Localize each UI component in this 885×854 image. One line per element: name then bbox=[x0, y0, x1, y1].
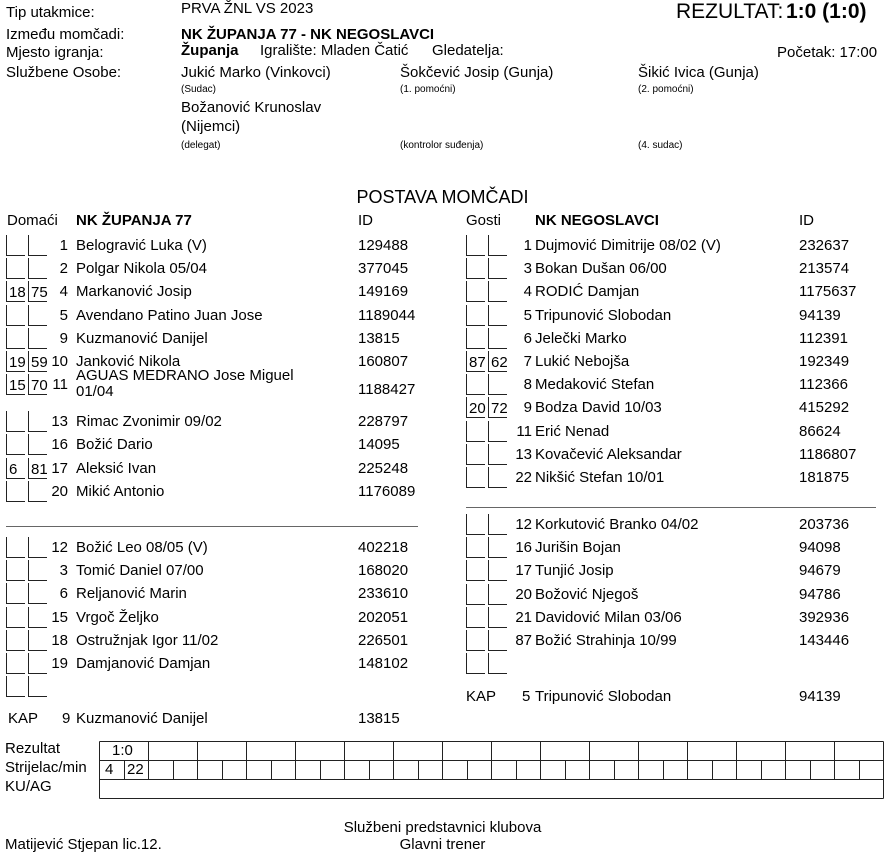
away-captain-num: 5 bbox=[522, 688, 531, 705]
player-name: Dujmović Dimitrije 08/02 (V) bbox=[535, 237, 721, 254]
scorer-row-label: Strijelac/min bbox=[5, 759, 87, 776]
player-name: AGUAS MEDRANO Jose Miguel 01/04 bbox=[76, 367, 294, 401]
minute-box-in bbox=[466, 444, 485, 465]
player-name: Medaković Stefan bbox=[535, 376, 655, 394]
minute-box-out bbox=[488, 374, 507, 395]
player-row bbox=[466, 421, 885, 443]
home-id-header: ID bbox=[358, 212, 373, 229]
player-id: 226501 bbox=[358, 631, 409, 649]
shirt-number: 17 bbox=[51, 459, 68, 477]
shirt-number: 12 bbox=[515, 516, 532, 533]
player-row bbox=[466, 560, 885, 582]
shirt-number: 3 bbox=[59, 562, 68, 580]
player-name: Tomić Daniel 07/00 bbox=[76, 562, 204, 580]
minute-box-out bbox=[488, 467, 507, 488]
player-row bbox=[6, 583, 426, 605]
player-id: 203736 bbox=[799, 516, 850, 533]
minute-box-out: 81 bbox=[28, 458, 47, 479]
minute-box-in bbox=[466, 560, 485, 581]
minute-box-out bbox=[488, 421, 507, 442]
start-time: Početak: 17:00 bbox=[777, 44, 878, 61]
player-row bbox=[6, 481, 426, 503]
shirt-number: 5 bbox=[523, 306, 532, 324]
shirt-number: 22 bbox=[515, 469, 532, 486]
label-match-type: Tip utakmice: bbox=[6, 4, 95, 21]
player-id: 168020 bbox=[358, 562, 409, 580]
player-name: Božić Leo 08/05 (V) bbox=[76, 539, 208, 556]
shirt-number: 18 bbox=[51, 631, 68, 649]
player-id: 1175637 bbox=[799, 283, 857, 301]
player-id: 1188427 bbox=[358, 381, 416, 399]
minute-box-in bbox=[6, 583, 25, 604]
away-captain-name: Tripunović Slobodan bbox=[535, 688, 672, 705]
minute-box-in: 19 bbox=[6, 351, 25, 372]
player-name: RODIĆ Damjan bbox=[535, 283, 640, 301]
player-row bbox=[6, 367, 426, 412]
minute-box-out bbox=[488, 258, 507, 279]
minute-box-in bbox=[6, 328, 25, 349]
venue-name: Županja bbox=[181, 42, 239, 59]
player-name: Korkutović Branko 04/02 bbox=[535, 516, 699, 533]
spectators-label: Gledatelja: bbox=[432, 42, 504, 59]
player-row bbox=[466, 607, 885, 629]
official-assistant1-role: (1. pomoćni) bbox=[400, 84, 456, 95]
player-name: Božić Strahinja 10/99 bbox=[535, 632, 677, 649]
player-id: 94679 bbox=[799, 562, 841, 580]
player-row bbox=[466, 537, 885, 559]
player-row bbox=[466, 328, 885, 350]
player-name: Polgar Nikola 05/04 bbox=[76, 260, 207, 278]
minute-box-out: 72 bbox=[488, 397, 507, 418]
result-value: 1:0 (1:0) bbox=[786, 0, 867, 23]
minute-box-out bbox=[488, 560, 507, 581]
minute-box-in bbox=[6, 411, 25, 432]
minute-box-in bbox=[466, 630, 485, 651]
player-id: 160807 bbox=[358, 353, 409, 370]
pitch-name: Igralište: Mladen Čatić bbox=[260, 42, 409, 59]
player-row bbox=[6, 458, 426, 480]
home-captain-name: Kuzmanović Danijel bbox=[76, 710, 208, 727]
minute-box-out bbox=[488, 607, 507, 628]
player-name: Avendano Patino Juan Jose bbox=[76, 306, 263, 324]
player-id: 181875 bbox=[799, 469, 850, 486]
player-name: Belogravić Luka (V) bbox=[76, 237, 207, 254]
home-captain-id: 13815 bbox=[358, 710, 400, 727]
minute-box-in: 18 bbox=[6, 281, 25, 302]
minute-box-in bbox=[466, 305, 485, 326]
label-officials: Službene Osobe: bbox=[6, 64, 122, 81]
shirt-number: 13 bbox=[51, 413, 68, 431]
player-name: Janković Nikola bbox=[76, 353, 181, 370]
footer-role: Glavni trener bbox=[399, 836, 486, 853]
minute-box-out bbox=[488, 328, 507, 349]
home-side-label: Domaći bbox=[7, 212, 58, 229]
minute-box-out bbox=[28, 676, 47, 697]
player-id: 202051 bbox=[358, 608, 409, 626]
player-id: 213574 bbox=[799, 260, 850, 278]
shirt-number: 6 bbox=[523, 329, 532, 347]
player-row bbox=[466, 584, 885, 606]
away-captain-id: 94139 bbox=[799, 688, 841, 705]
player-name: Lukić Nebojša bbox=[535, 353, 630, 370]
shirt-number: 6 bbox=[59, 585, 68, 603]
player-id: 143446 bbox=[799, 632, 850, 649]
player-name: Kuzmanović Danijel bbox=[76, 329, 208, 347]
minute-box-out: 75 bbox=[28, 281, 47, 302]
match-teams: NK ŽUPANJA 77 - NK NEGOSLAVCI bbox=[181, 26, 435, 43]
player-row bbox=[466, 467, 885, 489]
minute-box-out bbox=[488, 653, 507, 674]
minute-box-in bbox=[466, 537, 485, 558]
player-row bbox=[466, 351, 885, 373]
minute-box-out bbox=[488, 235, 507, 256]
score-grid-lines bbox=[99, 741, 884, 799]
score-row-label: Rezultat bbox=[5, 740, 61, 757]
minute-box-out bbox=[488, 305, 507, 326]
player-id: 232637 bbox=[799, 237, 850, 254]
shirt-number: 4 bbox=[523, 283, 532, 301]
player-name: Nikšić Stefan 10/01 bbox=[535, 469, 665, 486]
minute-box-in bbox=[466, 607, 485, 628]
shirt-number: 11 bbox=[516, 422, 532, 440]
player-id: 14095 bbox=[358, 436, 400, 454]
minute-box-out: 62 bbox=[488, 351, 507, 372]
shirt-number: 11 bbox=[52, 376, 68, 394]
shirt-number: 87 bbox=[515, 632, 532, 649]
shirt-number: 15 bbox=[51, 608, 68, 626]
player-name: Tripunović Slobodan bbox=[535, 306, 672, 324]
home-divider bbox=[6, 526, 418, 527]
player-row bbox=[6, 537, 426, 559]
home-team-name: NK ŽUPANJA 77 bbox=[76, 212, 192, 229]
shirt-number: 2 bbox=[59, 260, 68, 278]
player-name: Aleksić Ivan bbox=[76, 459, 157, 477]
away-side-label: Gosti bbox=[466, 212, 502, 229]
minute-box-out bbox=[488, 630, 507, 651]
score-value: 1:0 bbox=[112, 742, 133, 759]
shirt-number: 20 bbox=[51, 482, 68, 500]
player-id: 148102 bbox=[358, 655, 409, 672]
minute-box-in bbox=[466, 467, 485, 488]
player-id: 228797 bbox=[358, 413, 409, 431]
shirt-number: 3 bbox=[523, 260, 532, 278]
player-row bbox=[466, 281, 885, 303]
player-id: 86624 bbox=[799, 422, 841, 440]
minute-box-in bbox=[466, 584, 485, 605]
shirt-number: 1 bbox=[59, 237, 68, 254]
minute-box-in bbox=[466, 653, 485, 674]
shirt-number: 19 bbox=[51, 655, 68, 672]
player-id: 377045 bbox=[358, 260, 409, 278]
player-id: 94139 bbox=[799, 306, 841, 324]
minute-box-in bbox=[466, 374, 485, 395]
minute-box-out bbox=[488, 281, 507, 302]
kuag-row-label: KU/AG bbox=[5, 778, 52, 795]
player-row bbox=[466, 444, 885, 466]
player-id: 112391 bbox=[799, 329, 848, 347]
player-id: 233610 bbox=[358, 585, 409, 603]
minute-box-in bbox=[6, 434, 25, 455]
shirt-number: 16 bbox=[515, 539, 532, 557]
minute-box-in bbox=[6, 676, 25, 697]
player-name: Erić Nenad bbox=[535, 422, 610, 440]
minute-box-in bbox=[466, 258, 485, 279]
player-row bbox=[6, 434, 426, 456]
player-name: Kovačević Aleksandar bbox=[535, 445, 682, 463]
minute-box-in bbox=[466, 328, 485, 349]
minute-box-out bbox=[488, 514, 507, 535]
minute-box-in bbox=[466, 421, 485, 442]
player-id: 94098 bbox=[799, 539, 841, 557]
player-name: Markanović Josip bbox=[76, 283, 192, 301]
shirt-number: 12 bbox=[51, 539, 68, 556]
player-name: Božović Njegoš bbox=[535, 585, 639, 603]
player-row bbox=[466, 235, 885, 257]
shirt-number: 4 bbox=[59, 283, 68, 301]
minute-box-in bbox=[6, 305, 25, 326]
player-name: Mikić Antonio bbox=[76, 482, 165, 500]
player-row bbox=[466, 630, 885, 652]
player-id: 94786 bbox=[799, 585, 841, 603]
player-row bbox=[466, 305, 885, 327]
away-divider bbox=[466, 507, 876, 508]
player-id: 112366 bbox=[799, 376, 848, 394]
player-name: Bokan Dušan 06/00 bbox=[535, 260, 667, 278]
official-delegate-role: (delegat) bbox=[181, 140, 221, 151]
player-row bbox=[466, 258, 885, 280]
away-captain-label: KAP bbox=[466, 688, 497, 705]
minute-box-in bbox=[466, 514, 485, 535]
result-label: REZULTAT: bbox=[676, 0, 784, 23]
player-row bbox=[6, 328, 426, 350]
minute-box-in: 87 bbox=[466, 351, 485, 372]
player-name: Tunjić Josip bbox=[535, 562, 614, 580]
empty-row bbox=[6, 676, 66, 698]
minute-box-in bbox=[6, 481, 25, 502]
player-id: 13815 bbox=[358, 329, 400, 347]
shirt-number: 9 bbox=[59, 329, 68, 347]
player-name: Rimac Zvonimir 09/02 bbox=[76, 413, 222, 431]
minute-box-out bbox=[488, 444, 507, 465]
official-assistant2-name: Šikić Ivica (Gunja) bbox=[638, 64, 759, 81]
minute-box-in: 15 bbox=[6, 374, 25, 395]
minute-box-in bbox=[6, 630, 25, 651]
minute-box-out bbox=[488, 537, 507, 558]
minute-box-in: 20 bbox=[466, 397, 485, 418]
player-id: 1176089 bbox=[358, 482, 416, 500]
away-team-name: NK NEGOSLAVCI bbox=[535, 212, 659, 229]
player-row bbox=[6, 235, 426, 257]
player-id: 129488 bbox=[358, 237, 409, 254]
player-row bbox=[466, 514, 885, 536]
minute-box-in bbox=[6, 258, 25, 279]
shirt-number: 21 bbox=[515, 608, 532, 626]
shirt-number: 1 bbox=[523, 237, 532, 254]
player-id: 392936 bbox=[799, 608, 850, 626]
player-id: 149169 bbox=[358, 283, 409, 301]
minute-box-in bbox=[6, 560, 25, 581]
player-row bbox=[466, 374, 885, 396]
minute-box-in bbox=[466, 235, 485, 256]
footer-title: Službeni predstavnici klubova bbox=[343, 819, 542, 836]
label-venue: Mjesto igranja: bbox=[6, 44, 104, 61]
minute-box-in bbox=[6, 653, 25, 674]
minute-box-out: 70 bbox=[28, 374, 47, 395]
player-id: 1186807 bbox=[799, 445, 857, 463]
player-row bbox=[6, 305, 426, 327]
minute-box-in bbox=[6, 537, 25, 558]
scorer-number: 4 bbox=[105, 761, 114, 778]
player-row bbox=[6, 653, 426, 675]
scorer-minute: 22 bbox=[127, 761, 144, 778]
minute-box-in: 6 bbox=[6, 458, 25, 479]
label-between-teams: Između momčadi: bbox=[6, 26, 125, 43]
shirt-number: 8 bbox=[523, 376, 532, 394]
player-name: Božić Dario bbox=[76, 436, 153, 454]
player-name: Jurišin Bojan bbox=[535, 539, 621, 557]
empty-row bbox=[466, 653, 526, 675]
official-fourth-role: (4. sudac) bbox=[638, 140, 683, 151]
official-controller-role: (kontrolor suđenja) bbox=[400, 140, 484, 151]
shirt-number: 7 bbox=[523, 353, 532, 370]
shirt-number: 5 bbox=[59, 306, 68, 324]
away-id-header: ID bbox=[799, 212, 814, 229]
official-assistant1-name: Šokčević Josip (Gunja) bbox=[400, 64, 554, 81]
player-name: Reljanović Marin bbox=[76, 585, 187, 603]
player-name: Damjanović Damjan bbox=[76, 655, 211, 672]
shirt-number: 10 bbox=[51, 353, 68, 370]
player-id: 415292 bbox=[799, 399, 850, 417]
player-name: Jelečki Marko bbox=[535, 329, 627, 347]
player-row bbox=[6, 258, 426, 280]
official-assistant2-role: (2. pomoćni) bbox=[638, 84, 694, 95]
official-delegate-name: Božanović Krunoslav (Nijemci) bbox=[181, 99, 322, 135]
official-referee-role: (Sudac) bbox=[181, 84, 217, 95]
section-title: POSTAVA MOMČADI bbox=[356, 187, 529, 207]
player-row bbox=[6, 607, 426, 629]
official-referee-name: Jukić Marko (Vinkovci) bbox=[181, 64, 331, 81]
home-captain-num: 9 bbox=[62, 710, 71, 727]
player-row bbox=[6, 281, 426, 303]
home-captain-label: KAP bbox=[8, 710, 39, 727]
competition-name: PRVA ŽNL VS 2023 bbox=[181, 0, 314, 17]
score-grid bbox=[99, 741, 884, 799]
player-row bbox=[466, 397, 885, 419]
player-name: Vrgoč Željko bbox=[76, 608, 159, 626]
player-id: 402218 bbox=[358, 539, 409, 556]
minute-box-out: 59 bbox=[28, 351, 47, 372]
shirt-number: 17 bbox=[515, 562, 532, 580]
player-id: 1189044 bbox=[358, 306, 416, 324]
minute-box-in bbox=[466, 281, 485, 302]
shirt-number: 20 bbox=[515, 585, 532, 603]
player-row bbox=[6, 560, 426, 582]
player-row bbox=[6, 411, 426, 433]
home-representative: Matijević Stjepan lic.12. bbox=[5, 836, 162, 853]
player-name: Ostružnjak Igor 11/02 bbox=[76, 631, 219, 649]
player-id: 225248 bbox=[358, 459, 409, 477]
player-name: Bodza David 10/03 bbox=[535, 399, 662, 417]
shirt-number: 9 bbox=[523, 399, 532, 417]
player-name: Davidović Milan 03/06 bbox=[535, 608, 682, 626]
minute-box-in bbox=[6, 235, 25, 256]
player-row bbox=[6, 630, 426, 652]
player-id: 192349 bbox=[799, 353, 850, 370]
minute-box-out bbox=[488, 584, 507, 605]
shirt-number: 16 bbox=[51, 436, 68, 454]
minute-box-in bbox=[6, 607, 25, 628]
shirt-number: 13 bbox=[515, 445, 532, 463]
